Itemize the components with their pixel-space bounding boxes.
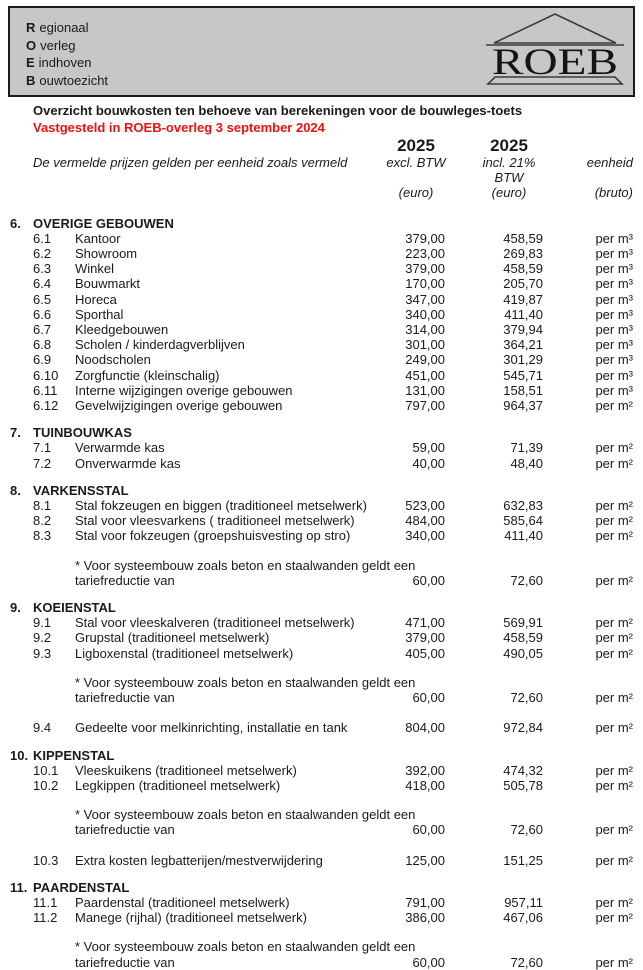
price-incl-btw: 72,60 [510, 954, 543, 970]
item-number: 6.4 [33, 276, 52, 292]
tariff-note-text: * Voor systeembouw zoals beton en staalwanden geldt een [75, 674, 416, 690]
item-label: Legkippen (traditioneel metselwerk) [75, 777, 281, 793]
price-excl-btw: 379,00 [405, 230, 445, 246]
price-excl-btw: 471,00 [405, 615, 445, 631]
tariff-note-line1-row [0, 807, 643, 822]
unit-value: per m³ [595, 337, 633, 353]
price-incl-btw: 490,05 [503, 645, 543, 661]
section-heading-row [0, 748, 643, 763]
table-header [0, 136, 643, 201]
roeb-header-box [8, 6, 635, 97]
acronym-line [26, 37, 108, 55]
unit-value: per m² [595, 720, 633, 736]
price-excl-btw: 60,00 [412, 822, 445, 838]
cost-row [0, 528, 643, 543]
item-number: 6.5 [33, 291, 52, 307]
unit-value: per m² [595, 690, 633, 706]
item-label: Verwarmde kas [75, 440, 165, 456]
item-number: 6.2 [33, 246, 52, 262]
cost-row [0, 895, 643, 910]
unit-value: per m² [595, 455, 633, 471]
column-header-row [0, 155, 643, 185]
tariff-note-text: * Voor systeembouw zoals beton en staalwanden geldt een [75, 557, 416, 573]
cost-row [0, 352, 643, 367]
item-number: 6.10 [33, 367, 59, 383]
table-section [0, 483, 643, 588]
section-title: VARKENSSTAL [33, 482, 129, 498]
section-title: PAARDENSTAL [33, 879, 130, 895]
unit-value: per m² [595, 513, 633, 529]
unit-value: per m² [595, 398, 633, 414]
unit-value: per m² [595, 910, 633, 926]
unit-value: per m³ [595, 352, 633, 368]
acronym-word: egionaal [39, 20, 89, 35]
price-incl-btw: 419,87 [503, 291, 543, 307]
price-excl-btw: 418,00 [405, 777, 445, 793]
item-number: 11.2 [33, 910, 58, 926]
item-label: Showroom [75, 246, 138, 262]
cost-row [0, 513, 643, 528]
roeb-logo [480, 11, 630, 91]
item-number: 6.7 [33, 322, 52, 338]
item-number: 6.9 [33, 352, 52, 368]
cost-row [0, 853, 643, 868]
price-incl-btw: 269,83 [503, 246, 543, 262]
page-subtitle: Vastgesteld in ROEB-overleg 3 september 2024 [33, 120, 325, 135]
cost-row [0, 307, 643, 322]
price-excl-btw: 60,00 [412, 954, 445, 970]
unit-value: per m³ [595, 246, 633, 262]
cost-row [0, 646, 643, 661]
cost-row [0, 276, 643, 291]
cost-row [0, 231, 643, 246]
tariff-note-text: * Voor systeembouw zoals beton en staalwanden geldt een [75, 939, 416, 955]
item-number: 8.1 [33, 498, 52, 514]
item-label: Stal voor fokzeugen (groepshuisvesting op stro) [75, 528, 351, 544]
price-excl-btw: 797,00 [405, 398, 445, 414]
unit-value: per m³ [595, 230, 633, 246]
table-section [0, 748, 643, 868]
acronym-line [26, 19, 108, 37]
item-label: Scholen / kinderdagverblijven [75, 337, 245, 353]
section-number: 7. [10, 425, 21, 441]
price-incl-btw: 72,60 [510, 572, 543, 588]
year-header-row [0, 136, 643, 155]
price-excl-btw: 484,00 [405, 513, 445, 529]
unit-value: per m² [595, 440, 633, 456]
acronym-word: verleg [40, 37, 76, 53]
item-label: Paardenstal (traditioneel metselwerk) [75, 894, 290, 910]
acronym-line [26, 54, 108, 72]
tariff-note-text: tariefreductie van [75, 954, 175, 970]
section-title: TUINBOUWKAS [33, 425, 132, 441]
price-incl-btw: 458,59 [503, 630, 543, 646]
price-excl-btw: 804,00 [405, 720, 445, 736]
item-label: Zorgfunctie (kleinschalig) [75, 367, 220, 383]
item-label: Stal voor vleeskalveren (traditioneel metselwerk) [75, 615, 355, 631]
section-heading-row [0, 880, 643, 895]
logo-text: ROEB [492, 42, 618, 83]
price-incl-btw: 72,60 [510, 690, 543, 706]
section-heading-row [0, 483, 643, 498]
document-page [0, 6, 643, 970]
column-subheader-row [0, 185, 643, 200]
price-excl-btw: 386,00 [405, 910, 445, 926]
section-title: OVERIGE GEBOUWEN [33, 215, 174, 231]
table-section [0, 880, 643, 970]
price-incl-btw: 379,94 [503, 322, 543, 338]
price-excl-btw: 392,00 [405, 762, 445, 778]
price-incl-btw: 545,71 [503, 367, 543, 383]
cost-row [0, 615, 643, 630]
cost-row [0, 383, 643, 398]
price-incl-btw: 411,40 [504, 528, 543, 544]
cost-row [0, 910, 643, 925]
cost-row [0, 763, 643, 778]
item-label: Grupstal (traditioneel metselwerk) [75, 630, 270, 646]
price-excl-btw: 125,00 [405, 852, 445, 868]
item-number: 6.12 [33, 398, 59, 414]
table-section [0, 216, 643, 414]
price-excl-btw: 40,00 [412, 455, 445, 471]
unit-value: per m³ [595, 306, 633, 322]
item-label: Kleedgebouwen [75, 322, 169, 338]
item-number: 9.3 [33, 645, 52, 661]
cost-table [0, 216, 643, 970]
col-excl-euro-label: (euro) [398, 185, 434, 201]
unit-value: per m² [595, 645, 633, 661]
cost-row [0, 456, 643, 471]
price-incl-btw: 957,11 [504, 894, 543, 910]
item-number: 11.1 [33, 894, 58, 910]
unit-value: per m² [595, 954, 633, 970]
item-number: 6.8 [33, 337, 52, 353]
logo-roof-icon [494, 14, 616, 43]
price-incl-btw: 458,59 [503, 230, 543, 246]
item-label: Vleeskuikens (traditioneel metselwerk) [75, 762, 297, 778]
price-excl-btw: 301,00 [405, 337, 445, 353]
price-incl-btw: 71,39 [510, 440, 543, 456]
item-number: 6.1 [33, 230, 52, 246]
price-excl-btw: 249,00 [405, 352, 445, 368]
item-label: Gevelwijzigingen overige gebouwen [75, 398, 283, 414]
price-excl-btw: 60,00 [412, 572, 445, 588]
item-label: Onverwarmde kas [75, 455, 181, 471]
item-label: Winkel [75, 261, 115, 277]
unit-note: De vermelde prijzen gelden per eenheid zoals vermeld [33, 155, 348, 170]
acronym-line [26, 72, 108, 90]
section-number: 10. [10, 747, 29, 763]
item-number: 9.2 [33, 630, 52, 646]
item-label: Gedeelte voor melkinrichting, installatie en tank [75, 720, 348, 736]
cost-row [0, 720, 643, 735]
section-title: KOEIENSTAL [33, 600, 116, 616]
price-excl-btw: 379,00 [405, 630, 445, 646]
cost-row [0, 322, 643, 337]
acronym-letter: B [26, 72, 36, 88]
tariff-note-line1-row [0, 939, 643, 954]
unit-value: per m² [595, 498, 633, 514]
price-excl-btw: 223,00 [405, 246, 445, 262]
unit-value: per m² [595, 852, 633, 868]
acronym-letter: O [26, 37, 37, 53]
unit-value: per m³ [595, 291, 633, 307]
tariff-note-value-row [0, 955, 643, 970]
unit-value: per m² [595, 822, 633, 838]
price-excl-btw: 340,00 [405, 306, 445, 322]
price-incl-btw: 158,51 [503, 382, 543, 398]
item-label: Sporthal [75, 306, 124, 322]
col-eenheid-header: eenheid [586, 155, 633, 170]
item-label: Manege (rijhal) (traditioneel metselwerk) [75, 910, 307, 926]
price-incl-btw: 585,64 [503, 513, 543, 529]
price-incl-btw: 467,06 [503, 910, 543, 926]
col-excl-btw-header: excl. BTW [386, 155, 446, 170]
section-number: 6. [10, 215, 21, 231]
item-number: 7.1 [33, 440, 52, 456]
cost-row [0, 778, 643, 793]
section-number: 8. [10, 482, 21, 498]
page-title: Overzicht bouwkosten ten behoeve van berekeningen voor de bouwleges-toets [33, 103, 523, 118]
col-incl-btw-header: incl. 21% BTW [482, 155, 536, 186]
tariff-note-text: * Voor systeembouw zoals beton en staalwanden geldt een [75, 807, 416, 823]
price-incl-btw: 474,32 [503, 762, 543, 778]
acronym-letter: E [26, 55, 35, 70]
price-incl-btw: 632,83 [503, 498, 543, 514]
price-incl-btw: 48,40 [510, 455, 543, 471]
unit-value: per m² [595, 528, 633, 544]
price-incl-btw: 569,91 [503, 615, 543, 631]
cost-row [0, 292, 643, 307]
price-incl-btw: 972,84 [503, 720, 543, 736]
cost-row [0, 246, 643, 261]
section-heading-row [0, 600, 643, 615]
price-excl-btw: 451,00 [405, 367, 445, 383]
roeb-acronym [26, 19, 108, 89]
unit-value: per m² [595, 777, 633, 793]
cost-row [0, 337, 643, 352]
item-label: Interne wijzigingen overige gebouwen [75, 382, 293, 398]
item-label: Noodscholen [75, 352, 151, 368]
item-label: Ligboxenstal (traditioneel metselwerk) [75, 645, 294, 661]
price-excl-btw: 59,00 [412, 440, 445, 456]
section-number: 11. [10, 879, 28, 895]
unit-value: per m² [595, 762, 633, 778]
item-label: Extra kosten legbatterijen/mestverwijdering [75, 852, 323, 868]
item-label: Bouwmarkt [75, 276, 141, 292]
price-excl-btw: 405,00 [405, 645, 445, 661]
item-number: 10.3 [33, 852, 59, 868]
price-excl-btw: 791,00 [405, 894, 445, 910]
unit-value: per m³ [595, 382, 633, 398]
unit-value: per m² [595, 615, 633, 631]
price-excl-btw: 314,00 [405, 322, 445, 338]
price-incl-btw: 458,59 [503, 261, 543, 277]
price-excl-btw: 170,00 [405, 276, 445, 292]
item-number: 9.4 [33, 720, 52, 736]
item-number: 10.1 [33, 762, 59, 778]
acronym-letter: R [26, 20, 36, 35]
cost-row [0, 368, 643, 383]
tariff-note-value-row [0, 573, 643, 588]
acronym-word: ouwtoezicht [39, 72, 109, 88]
cost-row [0, 498, 643, 513]
item-number: 8.3 [33, 528, 52, 544]
price-incl-btw: 964,37 [503, 398, 543, 414]
cost-row [0, 398, 643, 413]
item-number: 9.1 [33, 615, 52, 631]
unit-value: per m³ [595, 276, 633, 292]
tariff-note-text: tariefreductie van [75, 572, 175, 588]
price-incl-btw: 301,29 [503, 352, 543, 368]
cost-row [0, 630, 643, 645]
col-incl-euro-label: (euro) [491, 185, 527, 201]
year-excl-header: 2025 [397, 136, 435, 155]
section-heading-row [0, 216, 643, 231]
item-number: 10.2 [33, 777, 59, 793]
price-incl-btw: 151,25 [503, 852, 543, 868]
item-label: Kantoor [75, 230, 121, 246]
price-excl-btw: 523,00 [405, 498, 445, 514]
tariff-note-value-row [0, 822, 643, 837]
table-section [0, 600, 643, 735]
item-number: 6.6 [33, 306, 52, 322]
unit-value: per m³ [595, 322, 633, 338]
item-label: Stal voor vleesvarkens ( traditioneel metselwerk) [75, 513, 355, 529]
cost-row [0, 440, 643, 455]
section-title: KIPPENSTAL [33, 747, 115, 763]
table-section [0, 425, 643, 471]
col-bruto-label: (bruto) [594, 185, 633, 201]
unit-value: per m² [595, 894, 633, 910]
tariff-note-line1-row [0, 558, 643, 573]
tariff-note-line1-row [0, 675, 643, 690]
tariff-note-value-row [0, 690, 643, 705]
price-incl-btw: 411,40 [504, 306, 543, 322]
section-heading-row [0, 425, 643, 440]
price-excl-btw: 347,00 [405, 291, 445, 307]
section-number: 9. [10, 600, 21, 616]
item-label: Horeca [75, 291, 117, 307]
item-number: 6.11 [33, 382, 58, 398]
year-incl-header: 2025 [490, 136, 528, 155]
price-excl-btw: 131,00 [405, 382, 445, 398]
price-incl-btw: 364,21 [503, 337, 543, 353]
item-number: 8.2 [33, 513, 52, 529]
unit-value: per m³ [595, 367, 633, 383]
price-incl-btw: 205,70 [503, 276, 543, 292]
tariff-note-text: tariefreductie van [75, 822, 175, 838]
unit-value: per m² [595, 572, 633, 588]
price-excl-btw: 379,00 [405, 261, 445, 277]
unit-value: per m³ [595, 261, 633, 277]
price-excl-btw: 340,00 [405, 528, 445, 544]
cost-row [0, 261, 643, 276]
item-label: Stal fokzeugen en biggen (traditioneel metselwerk) [75, 498, 367, 514]
tariff-note-text: tariefreductie van [75, 690, 175, 706]
price-incl-btw: 72,60 [510, 822, 543, 838]
price-excl-btw: 60,00 [412, 690, 445, 706]
price-incl-btw: 505,78 [503, 777, 543, 793]
unit-value: per m² [595, 630, 633, 646]
item-number: 6.3 [33, 261, 52, 277]
acronym-word: indhoven [38, 55, 92, 70]
item-number: 7.2 [33, 455, 52, 471]
